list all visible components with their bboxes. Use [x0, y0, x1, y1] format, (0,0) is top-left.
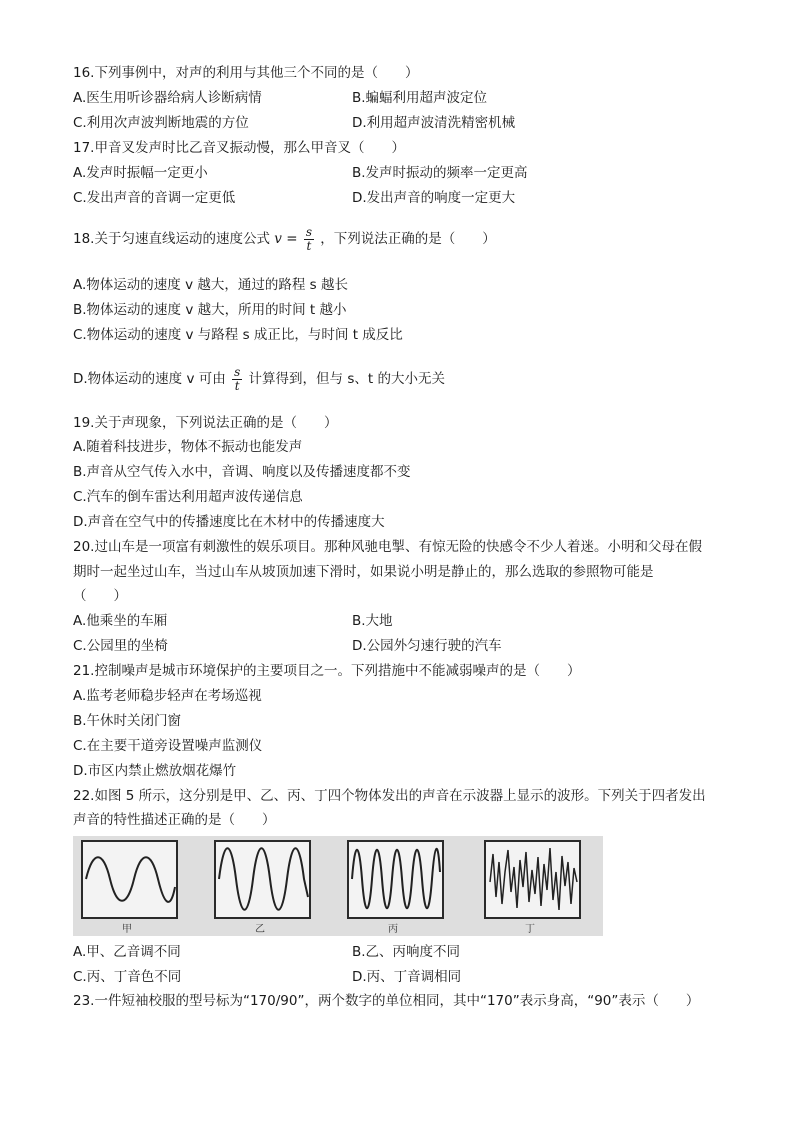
q22-option-d: D.丙、丁音调相同	[352, 969, 462, 985]
q18-formula-lhs: v =	[274, 231, 298, 247]
q18-option-c: C.物体运动的速度 v 与路程 s 成正比，与时间 t 成反比	[73, 327, 403, 343]
question-17-stem: 17.甲音叉发声时比乙音叉振动慢，那么甲音叉（ ）	[73, 140, 405, 156]
q18-formula-fraction	[304, 226, 314, 253]
caption-jia: 甲	[122, 924, 132, 935]
question-22-stem-line1: 22.如图 5 所示，这分别是甲、乙、丙、丁四个物体发出的声音在示波器上显示的波形。下列关于四者发出	[73, 788, 706, 804]
q17-option-b: B.发声时振动的频率一定更高	[352, 165, 528, 181]
q20-option-a: A.他乘坐的车厢	[73, 613, 168, 629]
q18-option-d-suffix: 计算得到，但与 s、t 的大小无关	[248, 371, 445, 387]
q17-option-d: D.发出声音的响度一定更大	[352, 190, 516, 206]
q19-option-a: A.随着科技进步，物体不振动也能发声	[73, 439, 303, 455]
q20-option-c: C.公园里的坐椅	[73, 638, 168, 654]
waveform-ding-trace	[490, 848, 577, 910]
question-18-stem	[73, 222, 723, 256]
question-23-stem: 23.一件短袖校服的型号标为“170/90”，两个数字的单位相同，其中“170”表示身高，“90”表示（ ）	[73, 993, 700, 1009]
waveform-jia	[81, 840, 178, 919]
oscilloscope-waveform-figure	[73, 836, 603, 936]
q16-option-b: B.蝙蝠利用超声波定位	[352, 90, 488, 106]
q18-fraction-denominator: t	[306, 238, 312, 253]
q16-option-c: C.利用次声波判断地震的方位	[73, 115, 249, 131]
q18-option-b: B.物体运动的速度 v 越大，所用的时间 t 越小	[73, 302, 347, 318]
waveform-jia-trace	[86, 857, 175, 902]
question-20-stem-line1: 20.过山车是一项富有刺激性的娱乐项目。那种风驰电掣、有惊无险的快感令不少人着迷。小明和父母在假	[73, 539, 702, 555]
q18-option-d-prefix: D.物体运动的速度 v 可由	[73, 371, 226, 387]
question-16-stem: 16.下列事例中，对声的利用与其他三个不同的是（ ）	[73, 65, 419, 81]
q21-option-d: D.市区内禁止燃放烟花爆竹	[73, 763, 237, 779]
q18-stem-suffix: ，下列说法正确的是（ ）	[320, 231, 496, 247]
waveform-bing-plot	[349, 842, 442, 917]
q17-option-a: A.发声时振幅一定更小	[73, 165, 208, 181]
waveform-bing	[347, 840, 444, 919]
question-20-stem-line3: （ ）	[73, 588, 127, 604]
question-19-stem: 19.关于声现象，下列说法正确的是（ ）	[73, 415, 338, 431]
waveform-ding-plot	[486, 842, 579, 917]
q18-option-d-fraction	[232, 366, 242, 393]
q18-option-d-numerator: s	[234, 364, 241, 379]
question-22-stem-line2: 声音的特性描述正确的是（ ）	[73, 812, 276, 828]
q22-option-b: B.乙、丙响度不同	[352, 944, 461, 960]
q21-option-c: C.在主要干道旁设置噪声监测仪	[73, 738, 263, 754]
q19-option-b: B.声音从空气传入水中，音调、响度以及传播速度都不变	[73, 464, 411, 480]
waveform-yi-plot	[216, 842, 309, 917]
waveform-bing-trace	[352, 849, 440, 908]
q21-option-b: B.午休时关闭门窗	[73, 713, 182, 729]
q19-option-c: C.汽车的倒车雷达利用超声波传递信息	[73, 489, 303, 505]
caption-yi: 乙	[255, 924, 265, 935]
caption-ding: 丁	[525, 924, 535, 935]
waveform-yi	[214, 840, 311, 919]
q18-stem-prefix: 18.关于匀速直线运动的速度公式	[73, 231, 270, 247]
waveform-jia-plot	[83, 842, 176, 917]
q22-option-a: A.甲、乙音调不同	[73, 944, 181, 960]
q19-option-d: D.声音在空气中的传播速度比在木材中的传播速度大	[73, 514, 385, 530]
q20-option-b: B.大地	[352, 613, 393, 629]
waveform-yi-trace	[219, 848, 308, 910]
caption-bing: 丙	[388, 924, 398, 935]
waveform-ding	[484, 840, 581, 919]
q17-option-c: C.发出声音的音调一定更低	[73, 190, 236, 206]
q20-option-d: D.公园外匀速行驶的汽车	[352, 638, 502, 654]
q18-option-d-denominator: t	[234, 378, 240, 393]
q18-option-d	[73, 362, 445, 396]
q16-option-a: A.医生用听诊器给病人诊断病情	[73, 90, 262, 106]
q21-option-a: A.监考老师稳步轻声在考场巡视	[73, 688, 262, 704]
q18-option-a: A.物体运动的速度 v 越大，通过的路程 s 越长	[73, 277, 348, 293]
question-20-stem-line2: 期时一起坐过山车，当过山车从坡顶加速下滑时，如果说小明是静止的，那么选取的参照物可能是	[73, 564, 654, 580]
question-21-stem: 21.控制噪声是城市环境保护的主要项目之一。下列措施中不能减弱噪声的是（ ）	[73, 663, 581, 679]
q18-fraction-numerator: s	[305, 224, 312, 239]
q22-option-c: C.丙、丁音色不同	[73, 969, 182, 985]
q16-option-d: D.利用超声波清洗精密机械	[352, 115, 516, 131]
